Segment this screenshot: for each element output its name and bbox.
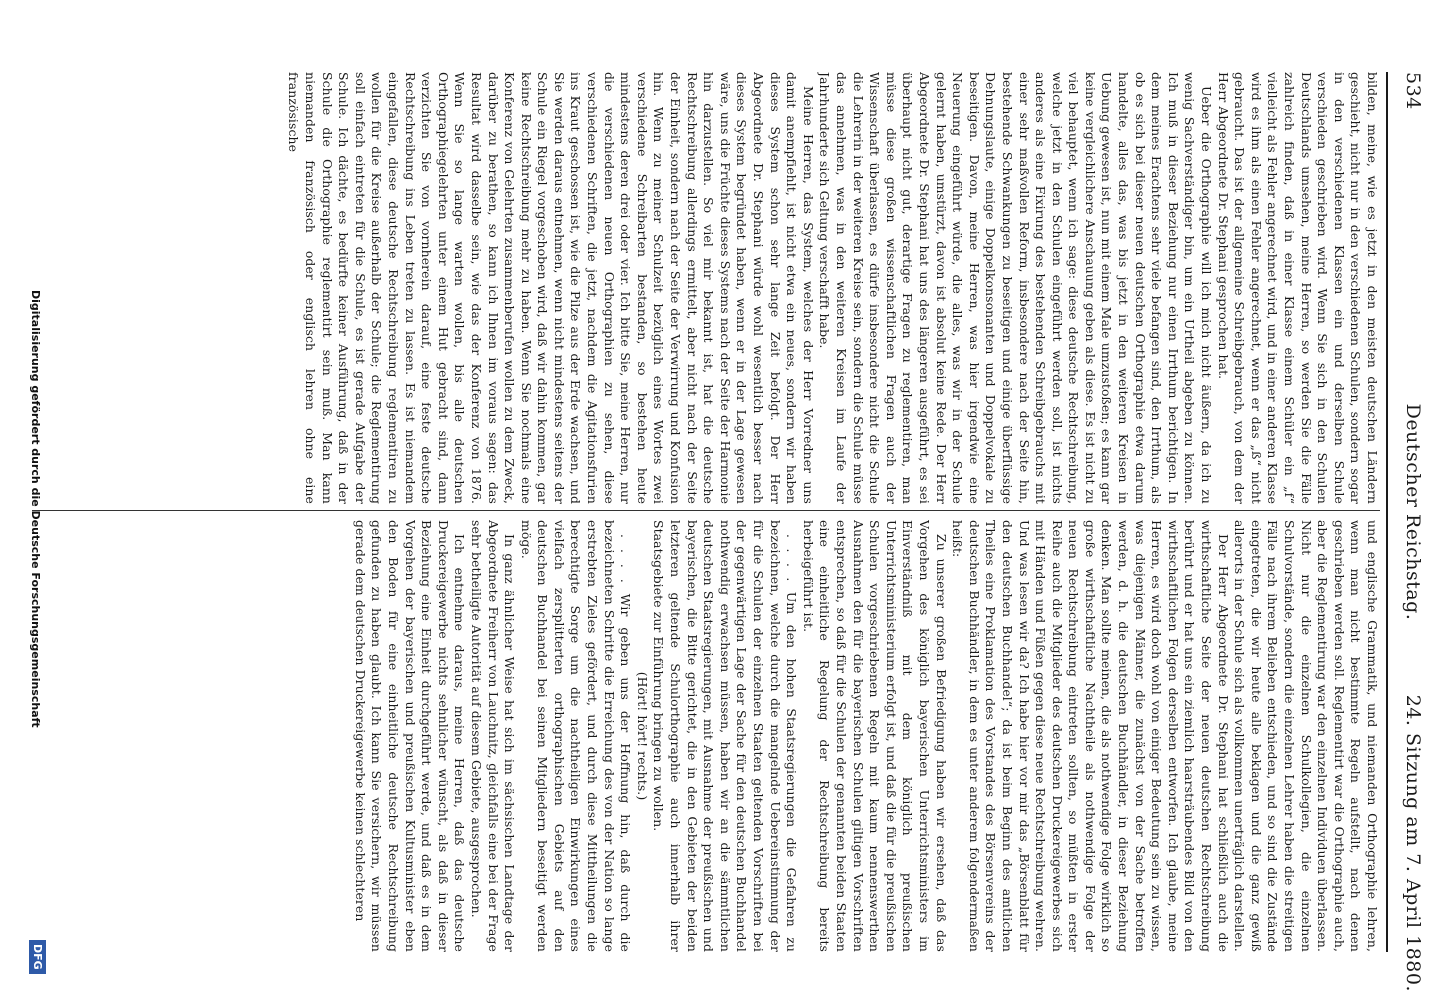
paragraph: und englische Grammatik, und niemanden Orthographie lehren, wenn man nicht bestimmte Regeln aufstellt, nach denen geschrieben werden soll. Reglementirt war die Orthographie auch, aber die Reglementirung war den einzelnen Individuen überlassen. Nicht nur die einzelnen Schulkollegien, die einzelnen Schulvorstände, sondern die einzelnen Lehrer haben die streitigen Fälle nach ihrem Belieben entschieden, und so sind die Zustände eingetreten, die wir heute alle beklagen und die ganz gewiß allerorts in der Schule sich als vollkommen unerträglich darstellen.: [1232, 520, 1380, 952]
quote-paragraph: . . . . Um den hohen Staatsregierungen die Gefahren zu bezeichnen, welche durch die mangelnde Uebereinstimmung der für die Schulen der einzelnen Staaten geltenden Vorschriften bei der gegenwärtigen Lage der Sache für den deutschen Buchhandel nothwendig erwachsen müssen, haben wir an die sämmtlichen deutschen Staatsregierungen, mit Ausnahme der preußischen und bayerischen, die Bitte gerichtet, die in den Gebieten der beiden letzteren geltende Schulorthographie auch innerhalb ihrer Staatsgebiete zur Einführung bringen zu wollen.: [651, 520, 800, 952]
paragraph: Meine Herren, das System, welches der Herr Vorredner uns damit anempfiehlt, ist nicht etwa ein neues, sondern wir haben dieses System schon sehr lange Zeit befolgt. Der Herr Abgeordnete Dr. Stephani würde wohl wesentlich besser nach dieses System begründet haben, wenn er in der Lage gewesen wäre, uns die Früchte dieses Systems nach der Seite der Harmonie hin darzustellen. So viel mir bekannt ist, hat die deutsche Rechtschreibung allerdings ermittelt, aber nicht nach der Seite der Einheit, sondern nach der Seite der Verwirrung und Konfusion hin. Wenn zu meiner Schulzeit bezüglich eines Wortes zwei verschiedene Schreibarten bestanden, so bestehen heute mindestens deren drei oder vier. Ich bitte Sie, meine Herren, nur die verschiedenen neuen Orthographien zu sehen, diese verschiedenen Schriften, die jetzt, nachdem die Agitationsfurien ins Kraut geschossen ist, wie die Pilze aus der Erde wachsen, und Sie werden daraus entnehmen, wenn nicht mindestens seitens der Schule ein Riegel vorgeschoben wird, daß wir dahin kommen, gar keine Rechtschreibung mehr zu haben. Wenn Sie nochmals eine Konferenz von Gelehrten zusammenberufen wollen zu dem Zweck, darüber zu berathen, so kann ich Ihnen im voraus sagen: das Resultat wird dasselbe sein, wie das der Konferenz von 1876. Wenn Sie so lange warten wollen, bis alle deutschen Orthographiegelehrten unter einem Hut gebracht sind, dann verzichten Sie von vornherein darauf, eine feste deutsche Rechtschreibung ins Leben treten zu lassen. Es ist niemandem eingefallen, diese deutsche Rechtschreibung reglementiren zu wollen für die Kreise außerhalb der Schule; die Reglementirung soll einfach eintreten für die Schule, es ist gerade Aufgabe der Schule. Ich dächte, es bedürfte keiner Ausführung, daß in der Schule die Orthographie reglementirt sein muß. Man kann niemanden französisch oder englisch lehren ohne eine französische: [286, 72, 816, 504]
paragraph: Ich entnehme daraus, meine Herren, daß das deutsche Druckereigewerbe nichts sehnlicher wünscht, als daß in dieser Beziehung eine Einheit durchgeführt werde, und daß es in dem Vorgehen der bayerischen und preußischen Kultusminister eben den Boden für eine einheitliche deutsche Rechtschreibung gefunden zu haben glaubt. Ich kann Sie versichern, wir müssen gerade dem deutschen Druckereigewerbe keinen schlechteren: [352, 520, 468, 952]
page-number: 534: [1402, 72, 1424, 110]
column-divider: [32, 510, 1380, 511]
digitization-credit: Digitalisierung gefördert durch die Deutsche Forschungsgemeinschaft: [29, 290, 42, 728]
paragraph: Ueber die Orthographie will ich mich nicht äußern, da ich zu wenig Sachverständiger bin, um ein Urtheil abgeben zu können. Ich muß in dieser Beziehung nur einen Irrthum berichtigen. In dem meines Erachtens sehr viele befangen sind, den Irrthum, als ob es sich bei dieser neuen deutschen Orthographie etwa darum handelte, alles das, was bis jetzt in den weiteren Kreisen in Uebung gewesen ist, nun mit einem Male umzustoßen; es kann gar keine vergleichlichere Anschauung geben als diese. Es ist nicht zu viel behauptet, wenn ich sage: diese deutsche Rechtschreibung, welche jetzt in den Schulen eingeführt werden soll, ist nichts anderes als eine Fixirung des bestehenden Schreibgebrauchs mit einer sehr maßvollen Reform, insbesondere nach der Seite hin, bestehende Schwankungen zu beseitigen und einige überflüssige Dehnungslaute, einige Doppelkonsonanten und Doppelvokale zu beseitigen. Davon, meine Herren, was hier irgendwie eine Neuerung eingeführt würde, die alles, was wir in der Schule gelernt haben, umstürzt, davon ist absolut keine Rede. Der Herr Abgeordnete Dr. Stephani hat uns des längeren ausgeführt, es sei überhaupt nicht gut, derartige Fragen zu reglementiren, man müsse diese großen wissenschaftlichen Fragen auch der Wissenschaft überlassen, es dürfe insbesondere nicht die Schule die Lehrerin in der weiteren Kreise sein, sondern die Schule müsse das annehmen, was in den weiteren Kreisen im Laufe der Jahrhunderte sich Geltung verschafft habe.: [817, 72, 1215, 504]
paragraph: Der Herr Abgeordnete Dr. Stephani hat schließlich auch die wirthschaftliche Seite der neuen deutschen Rechtschreibung berührt und er hat uns ein ziemlich haarsträubendes Bild von den wirthschaftlichen Folgen derselben entworfen. Ich glaube, meine Herren, es wird doch wohl von einiger Bedeutung sein zu wissen, was diejenigen Männer, die zunächst von der Sache betroffen werden, d. h. die deutschen Buchhändler, in dieser Beziehung denken. Man sollte meinen, die als nothwendige Folge wirklich so große wirthschaftliche Nachtheile als nothwendige Folge der neuen Rechtschreibung eintreten sollten, so müßten in erster Reihe auch die Mitglieder des deutschen Druckereigewerbes sich mit Händen und Füßen gegen diese neue Rechtschreibung wehren. Und was lesen wir da? Ich habe hier vor mir das „Börsenblatt für den deutschen Buchhandel“; da ist beim Beginn des amtlichen Theiles eine Proklamation des Vorstandes des Börsenvereins der deutschen Buchhändler, in dem es unter anderem folgendermaßen heißt:: [950, 520, 1231, 952]
header-rule: [1386, 72, 1388, 952]
text-column-right: [32, 520, 1380, 952]
digitization-footer: [12, 0, 52, 1000]
quote-paragraph: Zu unserer großen Befriedigung haben wir ersehen, daß das Vorgehen des königlich bayerischen Unterrichtsministers im Einverständniß mit dem königlich preußischen Unterrichtsministerium erfolgt ist, und daß die für die preußischen Schulen vorgeschriebenen Regeln mit kaum nennenswerthen Ausnahmen den für die bayerischen Schulen giltigen Vorschriften entsprechen, so daß für die Schulen der genannten beiden Staaten eine einheitliche Regelung der Rechtschreibung bereits herbeigeführt ist.: [800, 520, 949, 952]
header-title-center: Deutscher Reichstag.: [1402, 403, 1424, 621]
dfg-logo: DFG: [29, 940, 46, 974]
paragraph: In ganz ähnlicher Weise hat sich im sächsischen Landtage der Abgeordnete Freiherr von Lauchnitz, gleichfalls eine bei der Frage sehr betheiligte Autorität auf diesem Gebiete, ausgesprochen.: [468, 520, 518, 952]
text-column-left: [32, 72, 1380, 504]
paragraph: bilden, meine, wie es jetzt in den meisten deutschen Ländern geschieht, nicht nur in den verschiedenen Schulen, sondern sogar in den verschiedenen Klassen ein und derselben Schule verschieden geschrieben wird. Wenn Sie sich in den Schulen Deutschlands umsehen, meine Herren, so werden Sie die Fälle zahlreich finden, daß in einer Klasse einem Schüler ein „f“ vielleicht als Fehler angerechnet wird, und in einer anderen Klasse wird es ihm als einen Fehler angerechnet, wenn er das „ß“ nicht gebraucht. Das ist der allgemeine Schreibgebrauch, von dem der Herr Abgeordnete Dr. Stephani gesprochen hat.: [1215, 72, 1380, 504]
header-title-right: 24. Sitzung am 7. April 1880.: [1402, 694, 1424, 992]
interjection: (Hört! hört! rechts.): [634, 671, 650, 801]
quote-paragraph: . . . . Wir geben uns der Hoffnung hin, daß durch die bezeichneten Schritte die Erreichung des von der Nation so lange erstrebten Zieles gefördert, und durch diese Mittheilungen die berechtigte Sorge um die nachtheiligen Einwirkungen eines vielfach zersplitterten orthographischen Gebiets auf den deutschen Buchhandel bei seinen Mitgliedern beseitigt werden möge.: [518, 520, 634, 952]
page-header: [1394, 72, 1424, 992]
